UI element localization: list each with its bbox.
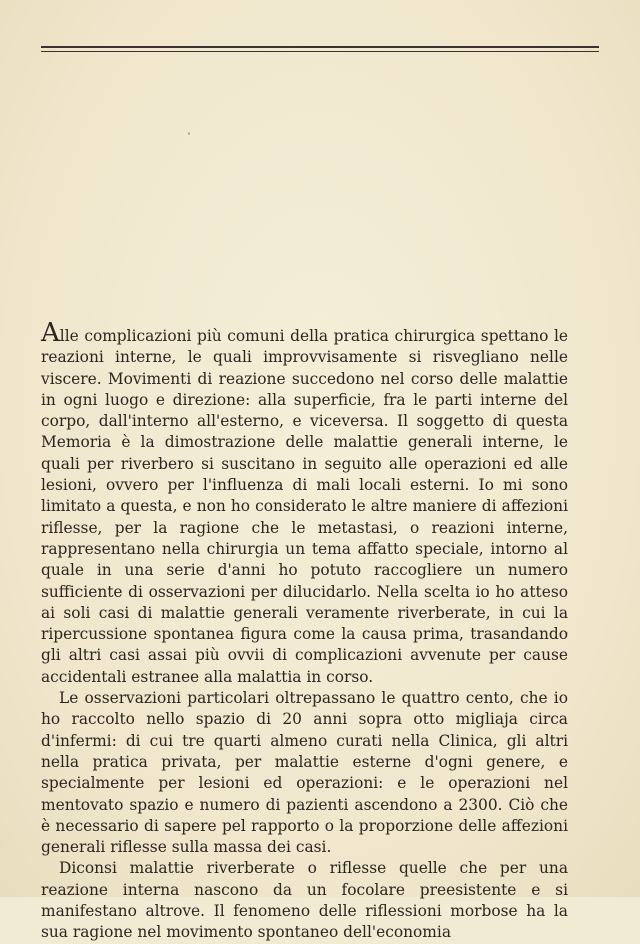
header-rule-thin [41, 51, 599, 52]
drop-cap-initial: A [41, 318, 60, 348]
paragraph-1-text: lle complicazioni più comuni della pratica chirurgica spettano le reazioni interne, le quali improvvisamente si risvegliano nelle viscere. Movimenti di reazione succedono nel corso delle malattie in ogni luogo e direzione: alla superficie, fra le parti interne del corpo, dall'interno all'esterno, e viceversa. Il soggetto di questa Memoria è la dimostrazione delle malattie generali interne, le quali per riverbero si suscitano in seguito alle operazioni ed alle lesioni, ovvero per l'influenza di mali locali esterni. Io mi sono limitato a questa, e non ho considerato le altre maniere di affezioni riflesse, per la ragione che le metastasi, o reazioni interne, rappresentano nella chirurgia un tema affatto speciale, intorno al quale in una serie d'anni ho potuto raccogliere un numero sufficiente di osservazioni per dilucidarlo. Nella scelta io ho atteso ai soli casi di malattie generali veramente riverberate, in cui la ripercussione spontanea figura come la causa prima, trasandando gli altri casi assai più ovvii di complicazioni avvenute per cause accidentali estranee alla malattia in corso. [41, 327, 568, 686]
paragraph-1 [41, 320, 568, 688]
paragraph-2: Le osservazioni particolari oltrepassano le quattro cento, che io ho raccolto nello spazio di 20 anni sopra otto migliaja circa d'infermi: di cui tre quarti almeno curati nella Clinica, gli altri nella pratica privata, per malattie esterne d'ogni genere, e specialmente per lesioni ed operazioni: e le operazioni nel mentovato spazio e numero di pazienti ascendono a 2300. Ciò che è necessario di sapere pel rapporto o la proporzione delle affezioni generali riflesse sulla massa dei casi. [41, 689, 568, 857]
paper-speck [188, 132, 190, 135]
header-rule-thick [41, 46, 599, 48]
body-text [41, 320, 568, 944]
paragraph-3: Diconsi malattie riverberate o riflesse quelle che per una reazione interna nascono da un focolare preesistente e si manifestano altrove. Il fenomeno delle riflessioni morbose ha la sua ragione nel movimento spontaneo dell'economia [41, 859, 568, 942]
